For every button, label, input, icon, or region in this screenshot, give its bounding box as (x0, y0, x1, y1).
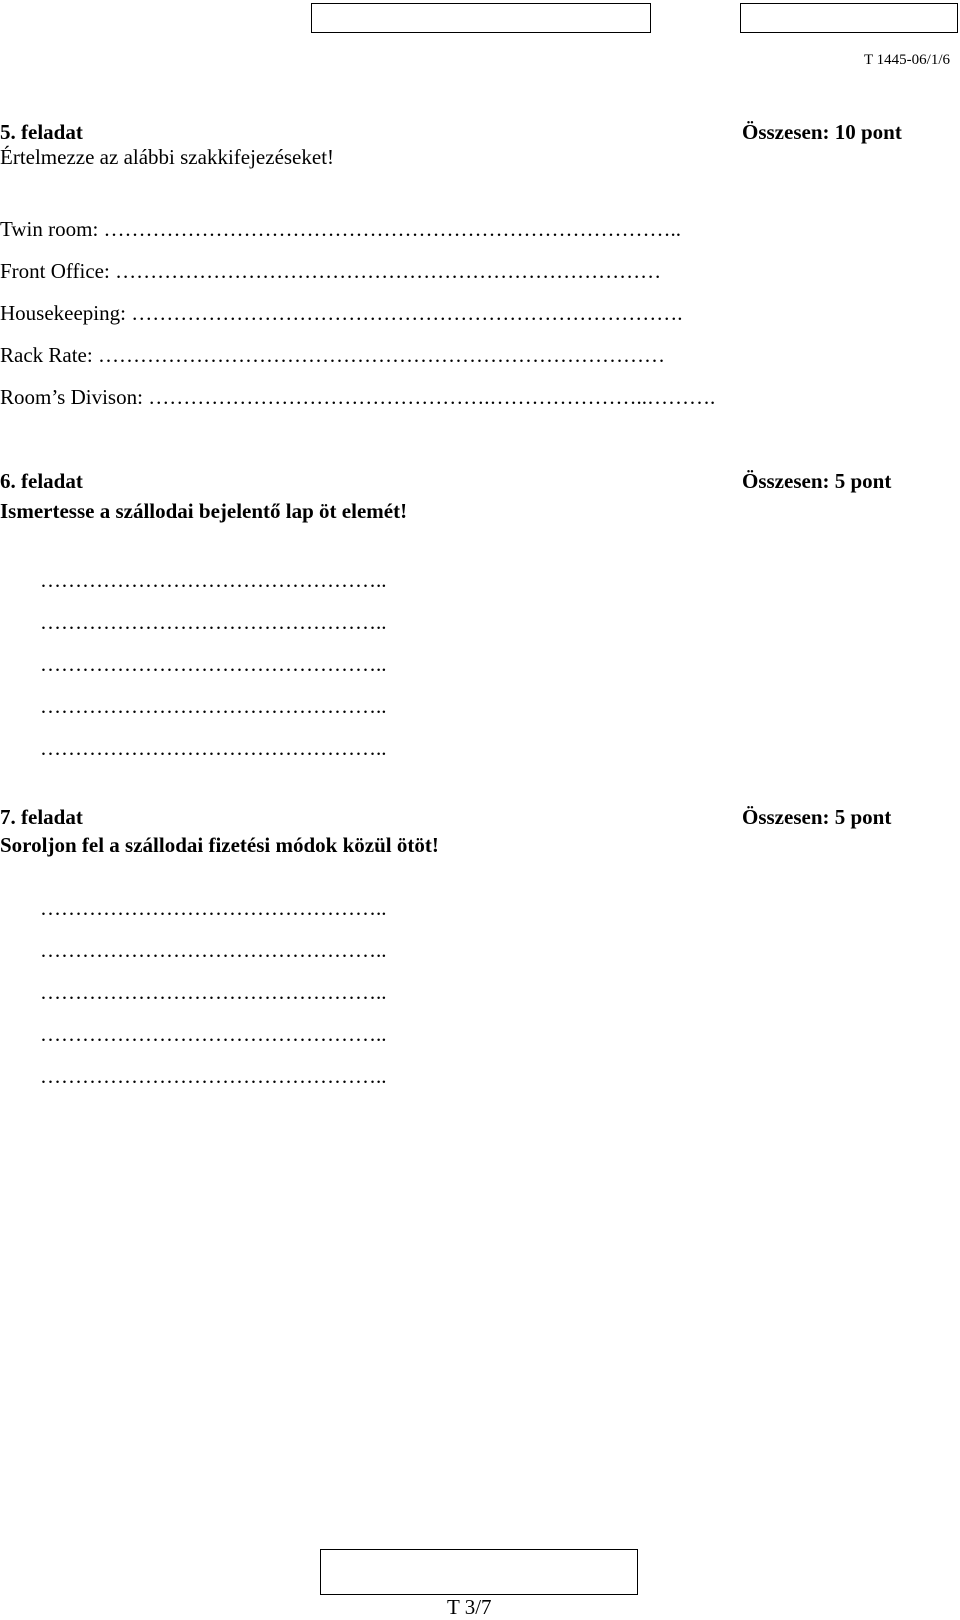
answer-line[interactable]: ………………………………………….. (40, 736, 387, 760)
score-box-bottom (320, 1549, 638, 1595)
task6-instruction: Ismertesse a szállodai bejelentő lap öt elemét! (0, 499, 408, 523)
task6-points: Összesen: 5 pont (742, 469, 892, 493)
task6-number: 6. feladat (0, 469, 83, 493)
answer-line[interactable]: ………………………………………….. (40, 980, 387, 1004)
task5-number: 5. feladat (0, 120, 83, 144)
answer-line[interactable]: ………………………………………….. (40, 1022, 387, 1046)
score-box-left (311, 3, 651, 33)
term-row-twin-room (0, 217, 940, 242)
term-label: Room’s Divison: (0, 385, 143, 409)
term-label: Housekeeping: (0, 301, 126, 325)
term-row-rooms-division (0, 385, 940, 410)
term-label: Rack Rate: (0, 343, 93, 367)
term-row-housekeeping (0, 301, 940, 326)
task7-points: Összesen: 5 pont (742, 805, 892, 829)
term-row-rack-rate (0, 343, 940, 368)
answer-line[interactable]: ………………………………………….. (40, 1064, 387, 1088)
task5-points: Összesen: 10 pont (742, 120, 902, 144)
answer-dots[interactable]: ………………………………………….…………………..………. (148, 385, 716, 409)
term-label: Front Office: (0, 259, 110, 283)
answer-dots[interactable]: ……………………………………………………………………… (97, 343, 665, 367)
answer-dots[interactable]: ……………………………………………………………………. (131, 301, 683, 325)
task7-header (0, 805, 935, 833)
task6-header (0, 469, 935, 497)
task5-instruction: Értelmezze az alábbi szakkifejezéseket! (0, 145, 335, 169)
term-label: Twin room: (0, 217, 99, 241)
answer-dots[interactable]: …………………………………………………………………… (115, 259, 662, 283)
document-code: T 1445-06/1/6 (864, 52, 950, 68)
answer-line[interactable]: ………………………………………….. (40, 652, 387, 676)
answer-line[interactable]: ………………………………………….. (40, 694, 387, 718)
term-row-front-office (0, 259, 940, 284)
task7-instruction: Soroljon fel a szállodai fizetési módok közül ötöt! (0, 833, 439, 857)
answer-dots[interactable]: ……………………………………………………………………….. (103, 217, 682, 241)
answer-line[interactable]: ………………………………………….. (40, 896, 387, 920)
answer-line[interactable]: ………………………………………….. (40, 938, 387, 962)
answer-line[interactable]: ………………………………………….. (40, 568, 387, 592)
page-number: T 3/7 (447, 1595, 492, 1619)
score-box-right (740, 3, 958, 33)
task5-header (0, 120, 935, 148)
task7-number: 7. feladat (0, 805, 83, 829)
answer-line[interactable]: ………………………………………….. (40, 610, 387, 634)
